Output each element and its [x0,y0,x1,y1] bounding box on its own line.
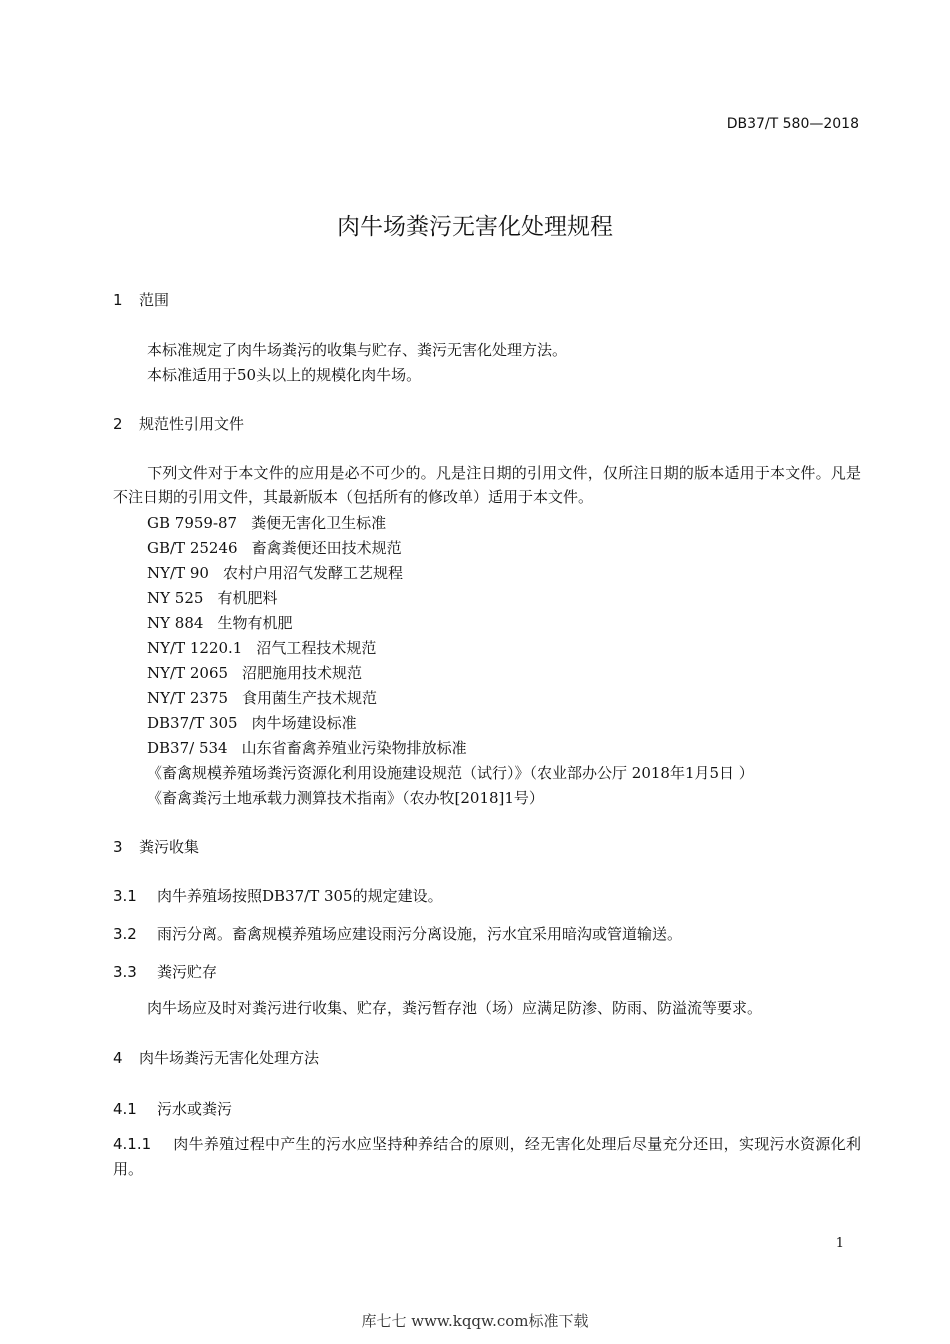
section-2-number: 2 [113,415,123,433]
clause-3-3-heading [113,961,217,982]
reference-code: GB 7959-87 [147,514,238,532]
reference-item [147,612,292,633]
reference-title: 畜禽粪便还田技术规范 [251,539,402,557]
section-4-number: 4 [113,1049,123,1067]
clause-3-1-text: 肉牛养殖场按照DB37/T 305的规定建设。 [157,887,443,905]
clause-4-1-title: 污水或粪污 [157,1100,233,1118]
section-3-number: 3 [113,838,123,856]
reference-item [147,737,467,758]
clause-3-1 [113,885,443,906]
reference-code: NY 525 [147,589,204,607]
reference-code: DB37/ 534 [147,739,228,757]
clause-3-3-number: 3.3 [113,963,137,981]
reference-code: NY/T 2065 [147,664,229,682]
section-1-paragraph-2: 本标准适用于50头以上的规模化肉牛场。 [147,366,422,384]
section-1-title: 范围 [139,291,170,309]
clause-3-2-number: 3.2 [113,925,137,943]
clause-4-1-number: 4.1 [113,1100,137,1118]
section-2-intro-text: 下列文件对于本文件的应用是必不可少的。凡是注日期的引用文件，仅所注日期的版本适用于本文件。凡是不注日期的引用文件，其最新版本（包括所有的修改单）适用于本文件。 [113,464,861,506]
reference-title: 粪便无害化卫生标准 [251,514,387,532]
reference-code: NY/T 2375 [147,689,229,707]
clause-3-2 [113,923,682,944]
reference-title: 农村户用沼气发酵工艺规程 [222,564,403,582]
reference-code: GB/T 25246 [147,539,238,557]
section-3-title: 粪污收集 [139,838,200,856]
reference-title: 有机肥料 [217,589,278,607]
reference-item [147,712,357,733]
reference-title: 沼肥施用技术规范 [242,664,363,682]
section-4-heading [113,1047,319,1068]
reference-item [147,512,386,533]
clause-4-1-1-text: 肉牛养殖过程中产生的污水应坚持种养结合的原则，经无害化处理后尽量充分还田，实现污水资源化利用。 [113,1135,861,1178]
section-1-heading [113,289,169,310]
clause-3-3-text: 肉牛场应及时对粪污进行收集、贮存，粪污暂存池（场）应满足防渗、防雨、防溢流等要求。 [147,999,763,1017]
reference-item [147,537,402,558]
section-2-heading [113,413,244,434]
reference-item [147,562,403,583]
reference-code: DB37/T 305 [147,714,238,732]
reference-title: 沼气工程技术规范 [256,639,377,657]
reference-code: NY/T 90 [147,564,209,582]
footer-watermark: 库七七 www.kqqw.com标准下载 [361,1312,589,1330]
clause-4-1-heading [113,1098,232,1119]
clause-3-2-text: 雨污分离。畜禽规模养殖场应建设雨污分离设施，污水宜采用暗沟或管道输送。 [157,925,683,943]
reference-title: 山东省畜禽养殖业污染物排放标准 [241,739,467,757]
reference-item [147,637,376,658]
clause-3-3-title: 粪污贮存 [157,963,218,981]
page-number: 1 [835,1236,844,1251]
header-standard-code: DB37/T 580—2018 [726,116,859,132]
clause-4-1-1 [113,1132,861,1182]
reference-code: NY/T 1220.1 [147,639,243,657]
section-4-title: 肉牛场粪污无害化处理方法 [139,1049,320,1067]
reference-code: NY 884 [147,614,204,632]
clause-4-1-1-number: 4.1.1 [113,1135,152,1153]
section-1-number: 1 [113,291,123,309]
reference-item [147,662,362,683]
reference-extra-1: 《畜禽规模养殖场粪污资源化利用设施建设规范（试行）》（农业部办公厅 2018年1月5日 ） [147,764,754,782]
reference-item [147,587,277,608]
reference-title: 食用菌生产技术规范 [242,689,378,707]
section-3-heading [113,836,199,857]
reference-extra-2: 《畜禽粪污土地承载力测算技术指南》（农办牧[2018]1号） [147,789,544,807]
reference-title: 生物有机肥 [217,614,293,632]
section-2-intro [113,461,861,509]
reference-item [147,687,377,708]
document-title: 肉牛场粪污无害化处理规程 [337,214,613,240]
section-2-title: 规范性引用文件 [139,415,245,433]
clause-3-1-number: 3.1 [113,887,137,905]
reference-title: 肉牛场建设标准 [251,714,357,732]
section-1-paragraph-1: 本标准规定了肉牛场粪污的收集与贮存、粪污无害化处理方法。 [147,341,568,359]
